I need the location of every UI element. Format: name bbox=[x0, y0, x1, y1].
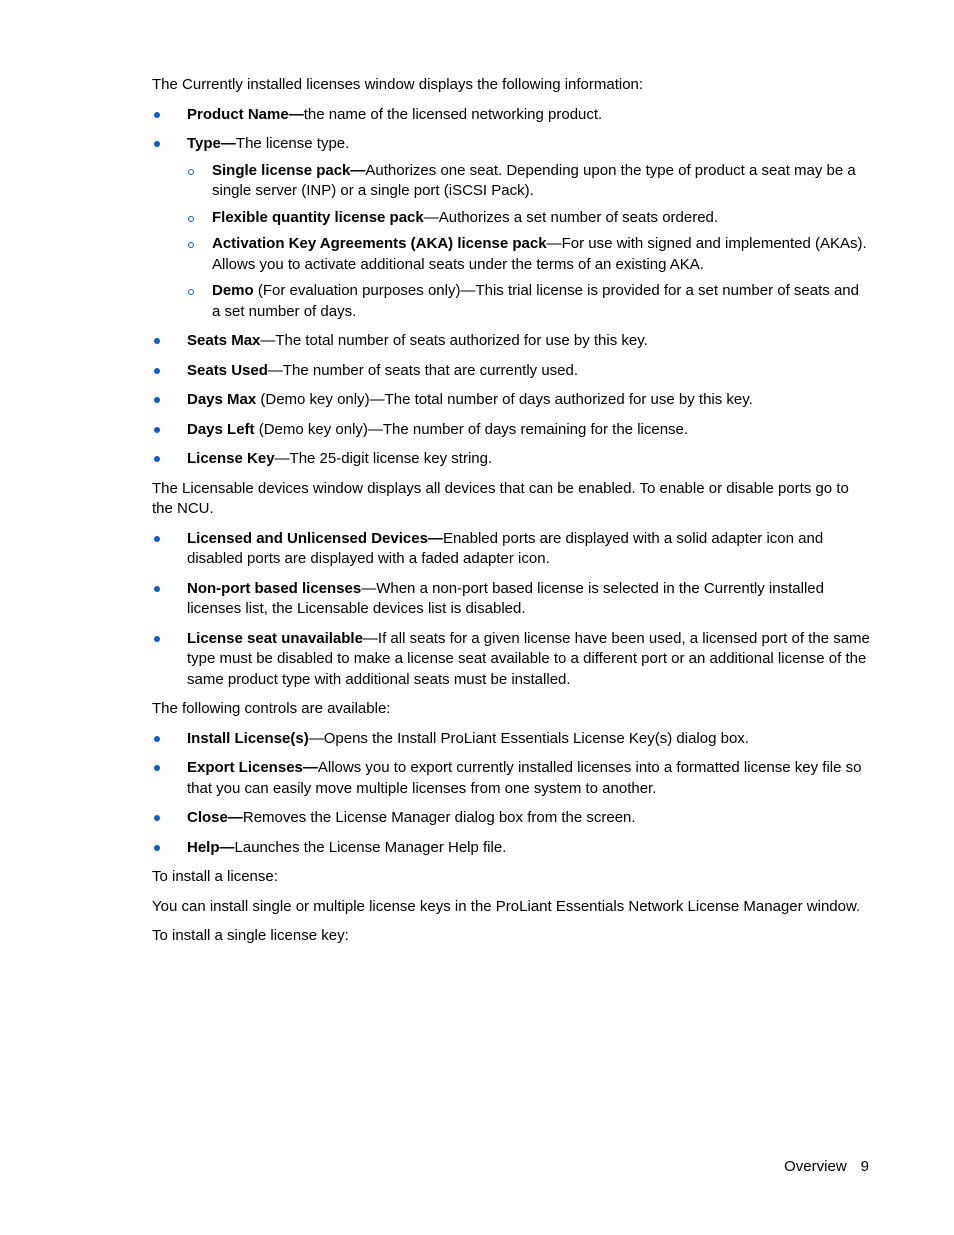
desc: —The number of seats that are currently used. bbox=[267, 361, 579, 379]
term: License seat unavailable bbox=[187, 629, 363, 647]
type-sublist bbox=[187, 161, 870, 323]
desc: Enabled ports are displayed with a solid adapter icon and disabled ports are displayed with a faded adapter icon. bbox=[187, 529, 824, 567]
term: Type— bbox=[187, 135, 236, 152]
term: Activation Key Agreements (AKA) license pack bbox=[212, 235, 547, 252]
desc: (For evaluation purposes only)—This trial license is provided for a set number of seats and a set number of days. bbox=[212, 282, 859, 320]
controls-list bbox=[152, 729, 870, 859]
page-number: 9 bbox=[860, 1158, 869, 1175]
list-item-export-licenses bbox=[152, 758, 870, 799]
para-single-key: To install a single license key: bbox=[152, 927, 349, 944]
para-to-install: To install a license: bbox=[152, 868, 278, 885]
desc: Launches the License Manager Help file. bbox=[234, 838, 507, 856]
term: Flexible quantity license pack bbox=[212, 208, 424, 226]
term: Days Left bbox=[187, 420, 255, 438]
sublist-item-demo bbox=[187, 281, 870, 322]
desc: (Demo key only)—The total number of days authorized for use by this key. bbox=[256, 391, 753, 408]
list-item-close bbox=[152, 808, 870, 829]
list-item-license-key bbox=[152, 449, 870, 470]
intro-licensable-devices: The Licensable devices window displays all devices that can be enabled. To enable or disable ports go to the NCU. bbox=[152, 479, 849, 517]
term: Help— bbox=[187, 838, 235, 856]
list-item-days-left bbox=[152, 420, 870, 441]
devices-list bbox=[152, 529, 870, 691]
term: Single license pack— bbox=[212, 161, 366, 179]
desc: —If all seats for a given license have been used, a licensed port of the same type must be disabled to make a license seat available to a different port or an additional license of the same product type with additional seats must be installed. bbox=[187, 629, 870, 688]
list-item-seat-unavailable bbox=[152, 629, 870, 691]
desc: —Authorizes a set number of seats ordered. bbox=[423, 208, 719, 226]
list-item-product-name bbox=[152, 105, 870, 126]
list-item-help bbox=[152, 838, 870, 859]
term: Export Licenses— bbox=[187, 759, 318, 776]
list-item-seats-used bbox=[152, 361, 870, 382]
desc: —The 25-digit license key string. bbox=[274, 450, 493, 467]
term: Product Name— bbox=[187, 105, 304, 123]
desc: Removes the License Manager dialog box from the screen. bbox=[242, 809, 636, 826]
desc: Allows you to export currently installed licenses into a formatted license key file so that you can easily move multiple licenses from one system to another. bbox=[187, 759, 862, 797]
desc: the name of the licensed networking product. bbox=[303, 105, 603, 123]
desc: —The total number of seats authorized for use by this key. bbox=[260, 332, 648, 349]
document-body bbox=[152, 75, 870, 956]
term: Seats Max bbox=[187, 332, 261, 349]
term: Demo bbox=[212, 282, 254, 299]
page-footer bbox=[784, 1157, 869, 1178]
list-item-seats-max bbox=[152, 331, 870, 352]
desc: —When a non-port based license is selected in the Currently installed licenses list, the Licensable devices list is disabled. bbox=[187, 579, 824, 617]
term: Seats Used bbox=[187, 361, 268, 379]
info-list bbox=[152, 105, 870, 470]
sublist-item-aka bbox=[187, 234, 870, 275]
term: Non-port based licenses bbox=[187, 579, 362, 597]
list-item-licensed-unlicensed bbox=[152, 529, 870, 570]
term: Days Max bbox=[187, 391, 257, 408]
term: Licensed and Unlicensed Devices— bbox=[187, 529, 443, 547]
list-item-type bbox=[152, 134, 870, 322]
footer-section: Overview bbox=[784, 1158, 847, 1175]
desc: (Demo key only)—The number of days remaining for the license. bbox=[254, 420, 689, 438]
term: License Key bbox=[187, 450, 275, 467]
sublist-item-single-pack bbox=[187, 161, 870, 202]
desc: —Opens the Install ProLiant Essentials License Key(s) dialog box. bbox=[308, 729, 749, 747]
list-item-days-max bbox=[152, 390, 870, 411]
desc: Authorizes one seat. Depending upon the type of product a seat may be a single server (INP) or a single port (iSCSI Pack). bbox=[212, 161, 856, 199]
sublist-item-flexible bbox=[187, 208, 870, 229]
list-item-install-licenses bbox=[152, 729, 870, 750]
desc: —For use with signed and implemented (AKAs). Allows you to activate additional seats under the terms of an existing AKA. bbox=[212, 235, 867, 273]
intro-currently-installed: The Currently installed licenses window displays the following information: bbox=[152, 76, 644, 93]
term: Install License(s) bbox=[187, 729, 309, 747]
intro-controls: The following controls are available: bbox=[152, 700, 391, 717]
term: Close— bbox=[187, 809, 243, 826]
desc: The license type. bbox=[235, 135, 350, 152]
para-multiple-keys: You can install single or multiple license keys in the ProLiant Essentials Network License Manager window. bbox=[152, 897, 861, 915]
list-item-non-port bbox=[152, 579, 870, 620]
